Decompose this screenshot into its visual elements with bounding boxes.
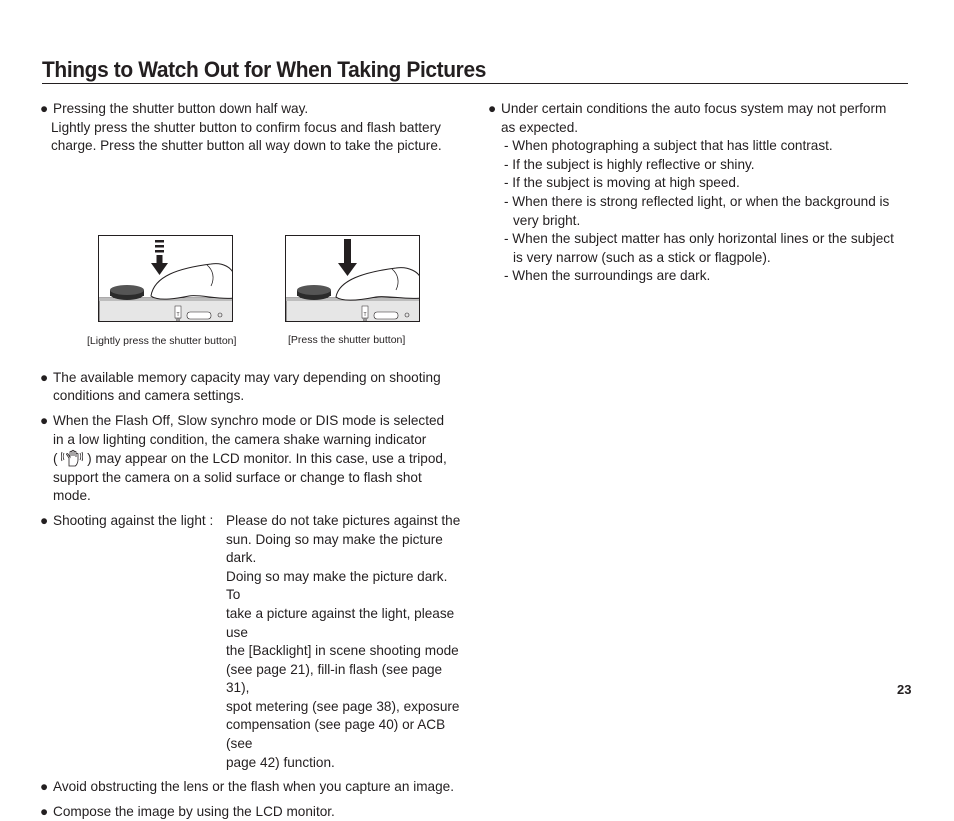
backlight-line: Please do not take pictures against the — [226, 512, 461, 528]
shutter-line-2: Lightly press the shutter button to confirm focus and flash battery — [51, 119, 441, 135]
autofocus-condition: - When there is strong reflected light, or when the background is — [504, 193, 890, 209]
flash-line-3-rest: ) may appear on the LCD monitor. In this case, use a tripod, — [87, 451, 447, 467]
shutter-figures — [40, 156, 465, 346]
bullet-dot: ● — [40, 803, 49, 819]
backlight-line: the [Backlight] in scene shooting mode — [226, 643, 459, 659]
full-press-illustration — [285, 235, 420, 322]
memory-line-2: conditions and camera settings. — [53, 388, 245, 404]
shake-warning-icon — [61, 449, 83, 467]
autofocus-condition-cont: very bright. — [513, 212, 581, 228]
autofocus-condition: - When the subject matter has only horizontal lines or the subject — [504, 231, 894, 247]
lens-text: Avoid obstructing the lens or the flash when you capture an image. — [53, 779, 455, 795]
zoom-w-label: W — [175, 317, 181, 322]
shutter-heading: Pressing the shutter button down half way. — [53, 101, 309, 116]
flash-line-3 — [53, 449, 465, 469]
zoom-w-label: W — [362, 317, 368, 322]
bullet-dot: ● — [40, 412, 49, 428]
backlight-line: spot metering (see page 38), exposure — [226, 698, 460, 714]
autofocus-line-1: Under certain conditions the auto focus system may not perform — [501, 101, 887, 116]
zoom-t-label: T — [363, 311, 367, 318]
autofocus-condition-cont: is very narrow (such as a stick or flagpole). — [513, 249, 771, 265]
half-press-illustration — [98, 235, 233, 322]
backlight-line: take a picture against the light, please use — [226, 605, 455, 640]
autofocus-bullet — [488, 100, 913, 137]
bullet-dot: ● — [40, 512, 49, 528]
caption-full-press: [Press the shutter button] — [288, 333, 406, 346]
autofocus-line-2: as expected. — [501, 119, 579, 135]
autofocus-condition: - If the subject is highly reflective or shiny. — [504, 156, 755, 172]
autofocus-condition: - When photographing a subject that has little contrast. — [504, 138, 833, 154]
bullet-dot: ● — [488, 101, 497, 116]
bullet-dot: ● — [40, 779, 49, 795]
flash-line-1: When the Flash Off, Slow synchro mode or DIS mode is selected — [53, 412, 445, 428]
flash-line-5: mode. — [53, 488, 91, 504]
flash-line-4: support the camera on a solid surface or change to flash shot — [53, 469, 422, 485]
backlight-description — [226, 512, 465, 772]
backlight-label: Shooting against the light : — [53, 512, 214, 528]
caption-half-press: [Lightly press the shutter button] — [87, 334, 237, 347]
backlight-line: sun. Doing so may make the picture dark. — [226, 531, 443, 566]
lcd-text: Compose the image by using the LCD monitor. — [53, 803, 335, 819]
title-rule — [42, 83, 908, 84]
backlight-line: page 42) function. — [226, 754, 335, 770]
autofocus-condition: - If the subject is moving at high speed. — [504, 175, 740, 191]
shutter-bullet — [40, 100, 465, 119]
autofocus-condition: - When the surroundings are dark. — [504, 268, 711, 284]
left-column — [40, 100, 465, 821]
backlight-bullet — [40, 512, 465, 772]
flash-line-2: in a low lighting condition, the camera shake warning indicator — [53, 431, 427, 447]
page-number: 23 — [897, 682, 912, 697]
zoom-t-label: T — [176, 311, 180, 318]
bullet-dot: ● — [40, 101, 49, 116]
page-title: Things to Watch Out for When Taking Pictures — [42, 57, 486, 82]
flash-line-3-open: ( — [53, 451, 58, 467]
right-column — [488, 100, 913, 286]
backlight-line: Doing so may make the picture dark. To — [226, 568, 448, 603]
memory-line-1: The available memory capacity may vary depending on shooting — [53, 369, 441, 385]
backlight-line: (see page 21), fill-in flash (see page 31), — [226, 661, 443, 696]
memory-bullet — [40, 369, 465, 406]
flash-bullet — [40, 412, 465, 506]
lcd-bullet — [40, 803, 465, 821]
backlight-line: compensation (see page 40) or ACB (see — [226, 717, 446, 752]
shutter-line-3: charge. Press the shutter button all way down to take the picture. — [51, 138, 442, 154]
lens-bullet — [40, 778, 465, 797]
bullet-dot: ● — [40, 369, 49, 385]
